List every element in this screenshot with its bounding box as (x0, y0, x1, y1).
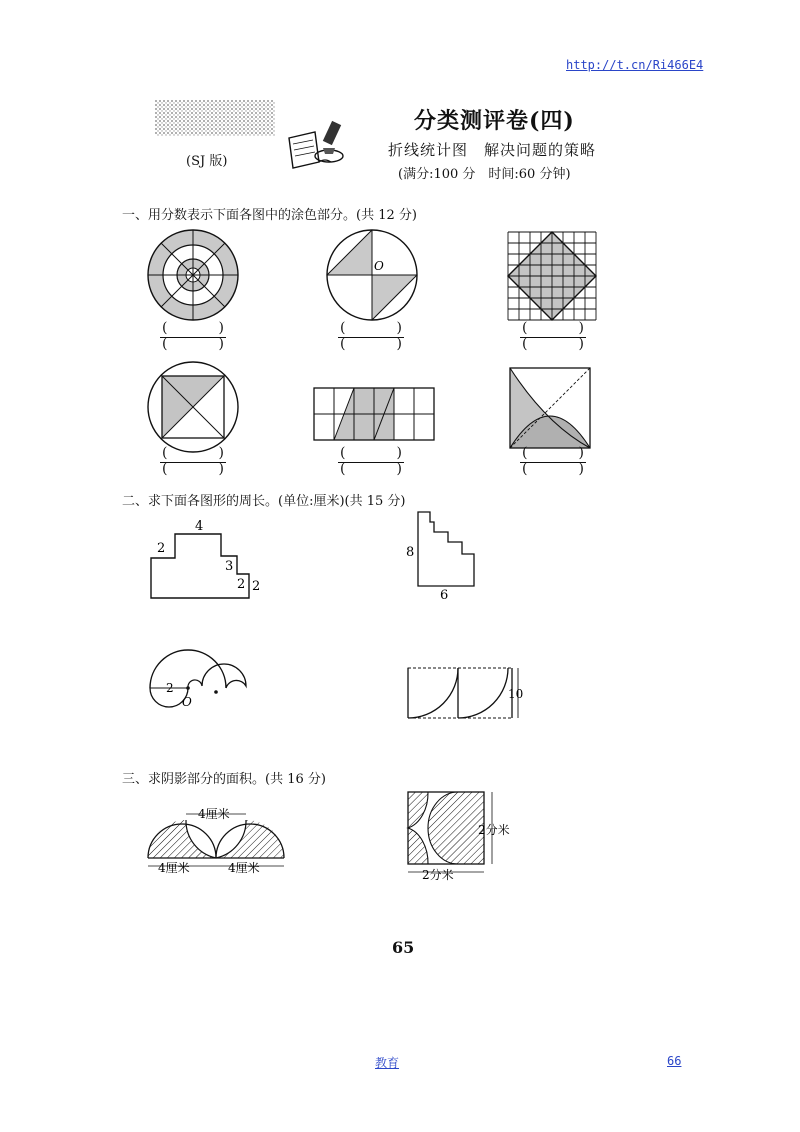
fraction-answer-6[interactable]: ( ) ( ) (522, 445, 584, 477)
fraction-answer-3[interactable]: ( ) ( ) (522, 320, 584, 352)
figure-concentric-circles (146, 228, 240, 322)
page-subtitle: 折线统计图 解决问题的策略 (388, 141, 597, 159)
figure-circle-triangles (325, 228, 419, 322)
score-time-note: (满分:100 分 时间:60 分钟) (398, 167, 571, 182)
section3-heading: 三、求阴影部分的面积。(共 16 分) (122, 772, 326, 787)
figure-staircase (400, 506, 490, 602)
edition-label: (SJ 版) (186, 154, 228, 169)
footer-link-page[interactable]: 66 (667, 1054, 682, 1068)
fraction-answer-1[interactable]: ( ) ( ) (162, 320, 224, 352)
label-top-4cm: 4厘米 (198, 807, 230, 821)
center-label-o: O (374, 259, 384, 273)
label-center-o: O (182, 695, 192, 709)
source-url-link[interactable]: http://t.cn/Ri466E4 (566, 58, 704, 72)
fraction-answer-4[interactable]: ( ) ( ) (162, 445, 224, 477)
label-right-4cm: 4厘米 (228, 861, 260, 875)
figure-shaded-semicircles (140, 800, 300, 878)
label-left-2: 2 (157, 541, 166, 556)
label-side-10: 10 (508, 687, 524, 701)
figure-stepped-polygon (145, 516, 270, 604)
figure-square-curves (506, 364, 594, 452)
smudge-stamp (155, 100, 275, 136)
label-width-2dm: 2分米 (422, 868, 454, 882)
figure-grid-diamond (504, 228, 600, 324)
label-radius-2: 2 (166, 681, 174, 695)
page-number: 65 (392, 938, 415, 957)
label-height-2dm: 2分米 (478, 823, 510, 837)
section1-heading: 一、用分数表示下面各图中的涂色部分。(共 12 分) (122, 208, 417, 223)
label-step-3: 3 (225, 559, 234, 574)
figure-rect-parallelogram (312, 386, 436, 444)
label-right-2: 2 (252, 579, 261, 594)
figure-quarter-arcs (404, 664, 528, 722)
label-lower-2: 2 (237, 577, 246, 592)
book-microscope-icon (285, 118, 355, 173)
figure-circle-square (146, 360, 240, 454)
page-title: 分类测评卷(四) (414, 108, 575, 134)
fraction-answer-5[interactable]: ( ) ( ) (340, 445, 402, 477)
fraction-answer-2[interactable]: ( ) ( ) (340, 320, 402, 352)
figure-shaded-square-arcs (400, 786, 530, 882)
label-width-6: 6 (440, 588, 449, 602)
label-left-4cm: 4厘米 (158, 861, 190, 875)
label-top-4: 4 (195, 519, 204, 534)
label-height-8: 8 (406, 545, 415, 560)
figure-semicircle-arcs (140, 638, 252, 718)
section2-heading: 二、求下面各图形的周长。(单位:厘米)(共 15 分) (122, 494, 406, 509)
footer-link-education[interactable]: 教育 (375, 1056, 400, 1070)
